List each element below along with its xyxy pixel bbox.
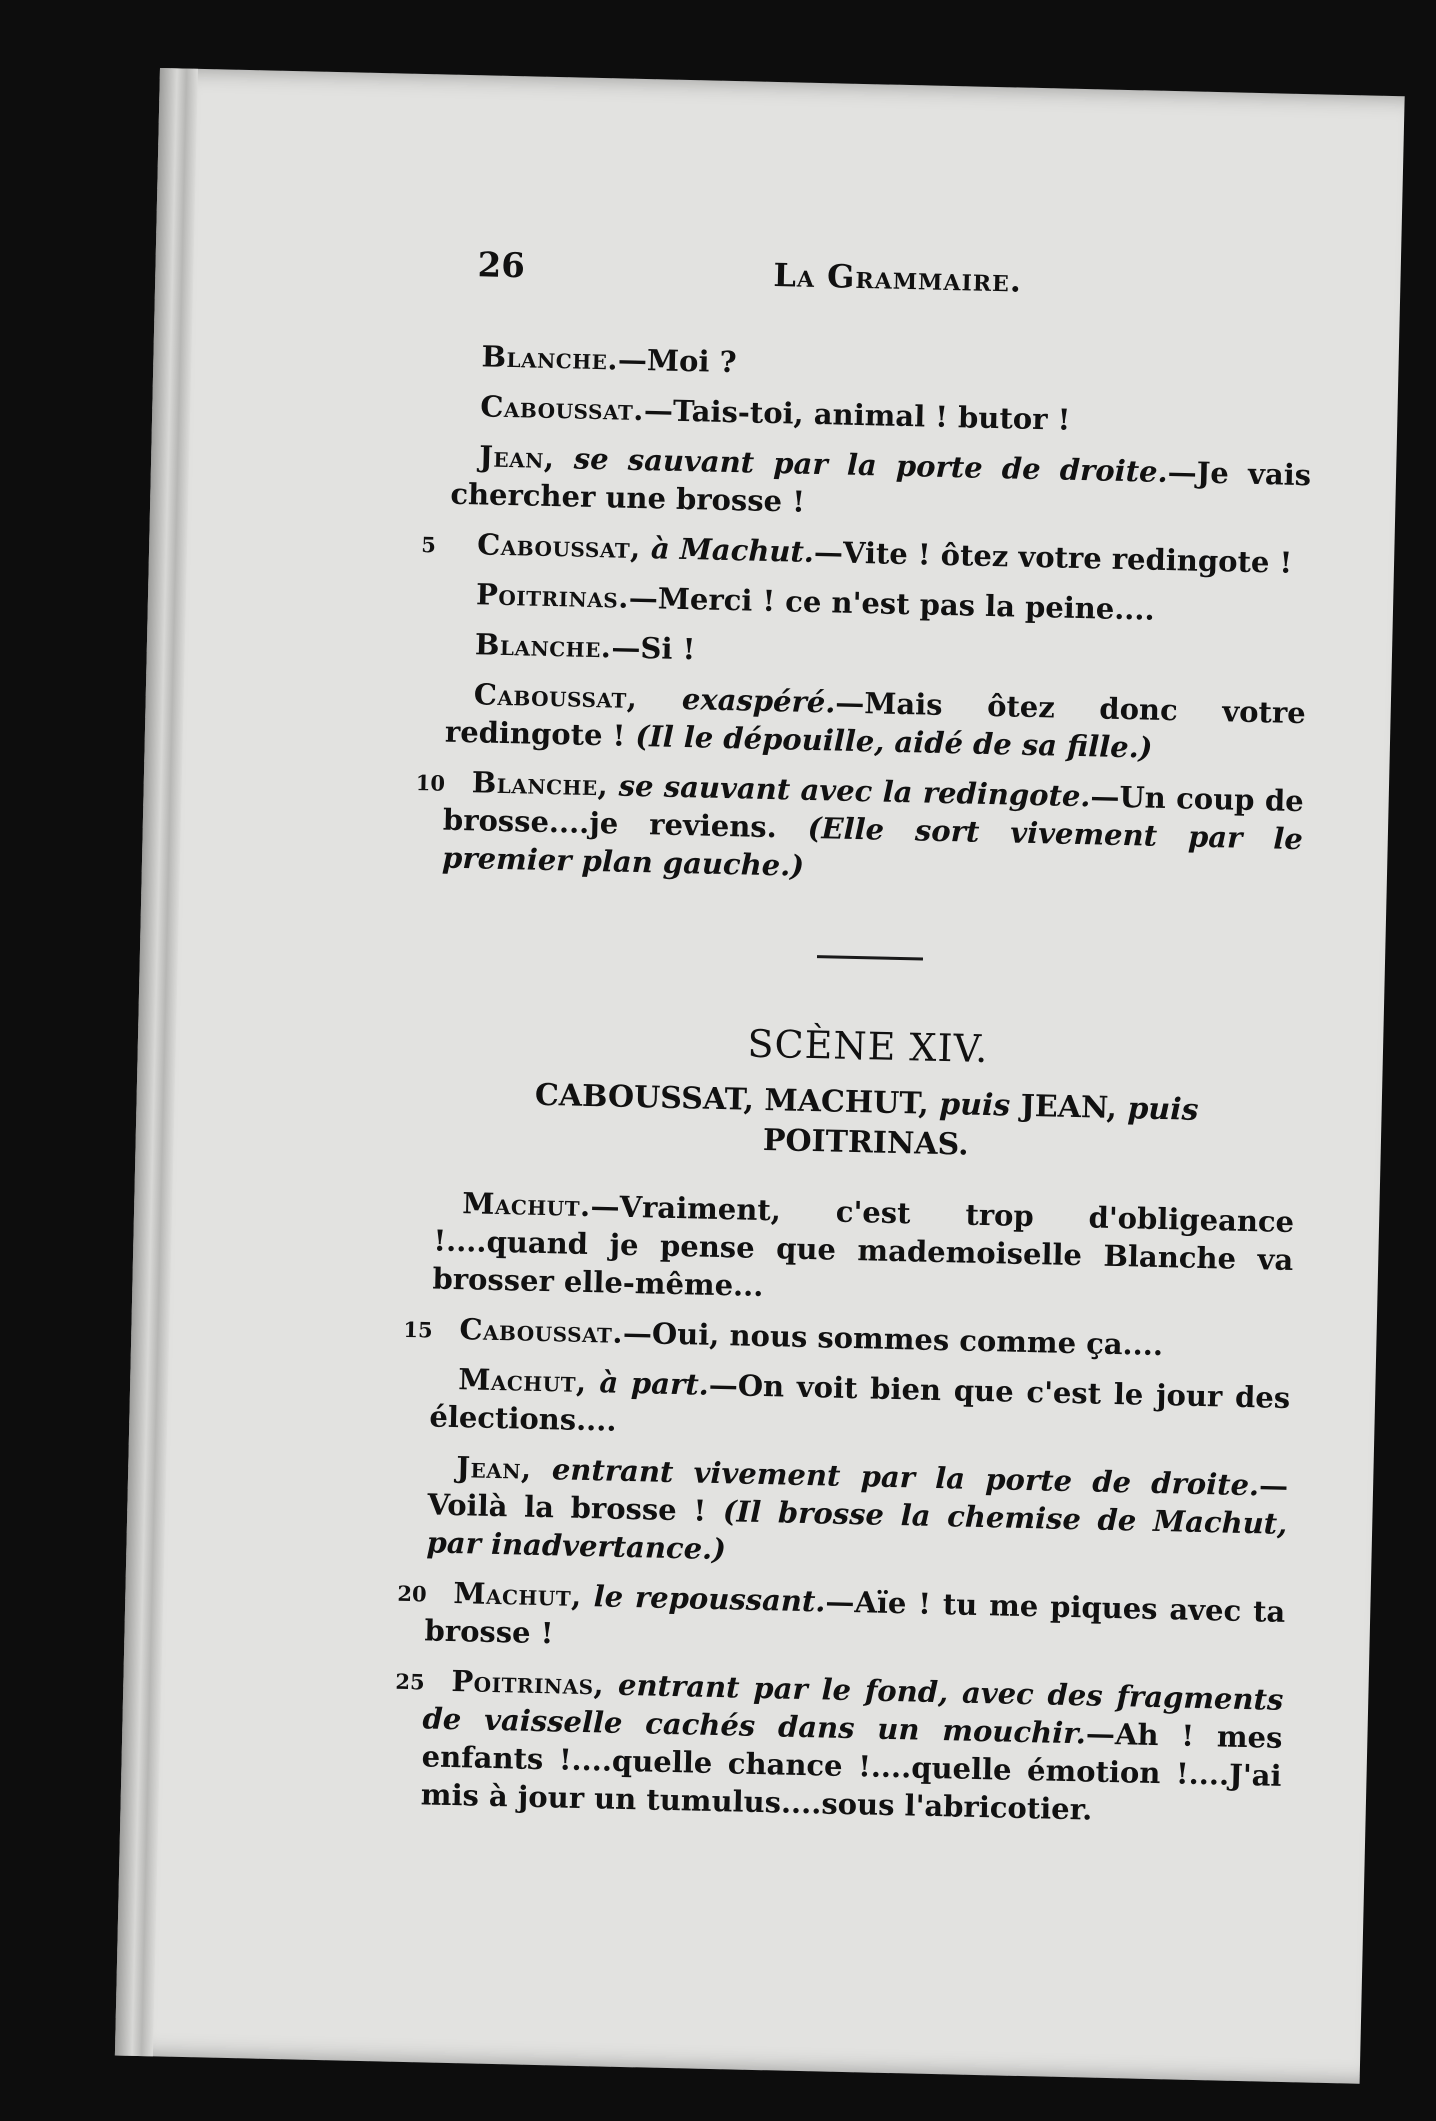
dialogue-line: [447, 625, 1308, 683]
running-title: La Grammaire.: [773, 255, 1023, 300]
line-number: 5: [420, 532, 437, 558]
dialogue-line: [397, 1573, 1286, 1668]
stage-direction-after: (Elle sort vivement par le premier plan gauche.): [441, 810, 1304, 883]
stage-direction: exaspéré.: [637, 680, 836, 720]
dialogue-line: [429, 1359, 1291, 1454]
cast-connector: puis: [938, 1086, 1011, 1124]
dialogue-line: [445, 675, 1307, 770]
dialogue-line: [452, 387, 1313, 445]
scene-cast: [435, 1074, 1297, 1173]
speech-text: —Ah ! mes enfants !....quelle chance !....quelle émotion !....J'ai mis à jour un tumulus....sous l'abricotier.: [420, 1716, 1283, 1827]
dialogue-line: [420, 525, 1310, 583]
speech-text: —Vite ! ôtez votre redingote !: [813, 534, 1293, 580]
speech-text: —Un coup de brosse....je reviens.: [442, 779, 1305, 845]
speech-text: —Oui, nous sommes comme ça....: [622, 1315, 1164, 1363]
speaker-name: Poitrinas,: [451, 1664, 605, 1702]
cast-connector: puis: [1127, 1091, 1199, 1128]
dialogue-block-after: [395, 1184, 1295, 1833]
page-number: 26: [477, 245, 526, 287]
dialogue-line: [403, 1309, 1292, 1367]
stage-direction-after: (Il le dépouille, aidé de sa fille.): [624, 718, 1153, 765]
speech-text: —Moi ?: [617, 342, 737, 380]
scene-title: SCÈNE XIV.: [747, 1021, 989, 1072]
stage-direction: entrant par le fond, avec des fragments de vaisselle cachés dans un mouchir.: [422, 1667, 1284, 1751]
speaker-name: Poitrinas.: [475, 577, 630, 615]
dialogue-line: [450, 437, 1312, 532]
speaker-name: Caboussat.: [480, 389, 645, 428]
dialogue-line: [426, 1447, 1288, 1580]
dialogue-line: [432, 1184, 1294, 1317]
speech-text: —Aïe ! tu me piques avec ta brosse !: [424, 1584, 1286, 1651]
line-number: 25: [395, 1668, 425, 1695]
dialogue-block-before: [415, 337, 1314, 896]
cast-names: POITRINAS.: [762, 1122, 970, 1163]
page-binding: [115, 68, 198, 2056]
page-body: [395, 337, 1314, 1845]
speech-text: —Mais ôtez donc votre redingote !: [444, 685, 1307, 753]
page-header: [477, 245, 1198, 321]
cast-names: CABOUSSAT, MACHUT,: [534, 1077, 940, 1122]
speaker-name: Caboussat,: [473, 677, 638, 715]
speaker-name: Jean,: [478, 439, 556, 476]
stage-direction-after: (Il brosse la chemise de Machut, par inadvertance.): [426, 1493, 1288, 1567]
speech-text: —Si !: [611, 630, 696, 667]
speaker-name: Caboussat,: [476, 527, 642, 566]
dialogue-line: [415, 763, 1305, 896]
cast-names: JEAN,: [1009, 1088, 1128, 1127]
speech-text: —Voilà la brosse !: [427, 1468, 1289, 1528]
section-divider: [817, 955, 923, 960]
stage-direction: se sauvant avec la redingote.: [607, 768, 1091, 814]
line-number: 20: [397, 1580, 427, 1607]
line-number: 15: [403, 1316, 433, 1343]
speaker-name: Blanche,: [471, 765, 609, 803]
speech-text: —Tais-toi, animal ! butor !: [643, 393, 1071, 437]
stage-direction: entrant vivement par la porte de droite.: [531, 1451, 1260, 1503]
stage-direction: le repoussant.: [581, 1578, 826, 1619]
stage-direction: se sauvant par la porte de droite.: [554, 441, 1169, 489]
speaker-name: Blanche.: [481, 339, 619, 377]
speaker-name: Caboussat.: [459, 1312, 624, 1350]
dialogue-line: [453, 337, 1314, 395]
speaker-name: Machut.: [461, 1186, 592, 1224]
speaker-name: Blanche.: [474, 627, 612, 665]
speaker-name: Machut,: [457, 1362, 588, 1400]
dialogue-line: [395, 1661, 1284, 1832]
speaker-name: Jean,: [455, 1450, 533, 1486]
stage-direction: à part.: [586, 1365, 710, 1402]
dialogue-line: [448, 575, 1309, 633]
book-page: [115, 68, 1405, 2084]
speech-text: —On voit bien que c'est le jour des élections....: [429, 1367, 1291, 1438]
stage-direction: à Machut.: [640, 531, 815, 569]
speech-text: —Merci ! ce n'est pas la peine....: [628, 580, 1156, 627]
speech-text: —Je vais chercher une brosse !: [450, 454, 1312, 519]
speech-text: —Vraiment, c'est trop d'obligeance !....quand je pense que mademoiselle Blanche va brosser elle-même...: [432, 1189, 1295, 1303]
speaker-name: Machut,: [453, 1576, 583, 1613]
line-number: 10: [415, 769, 446, 796]
